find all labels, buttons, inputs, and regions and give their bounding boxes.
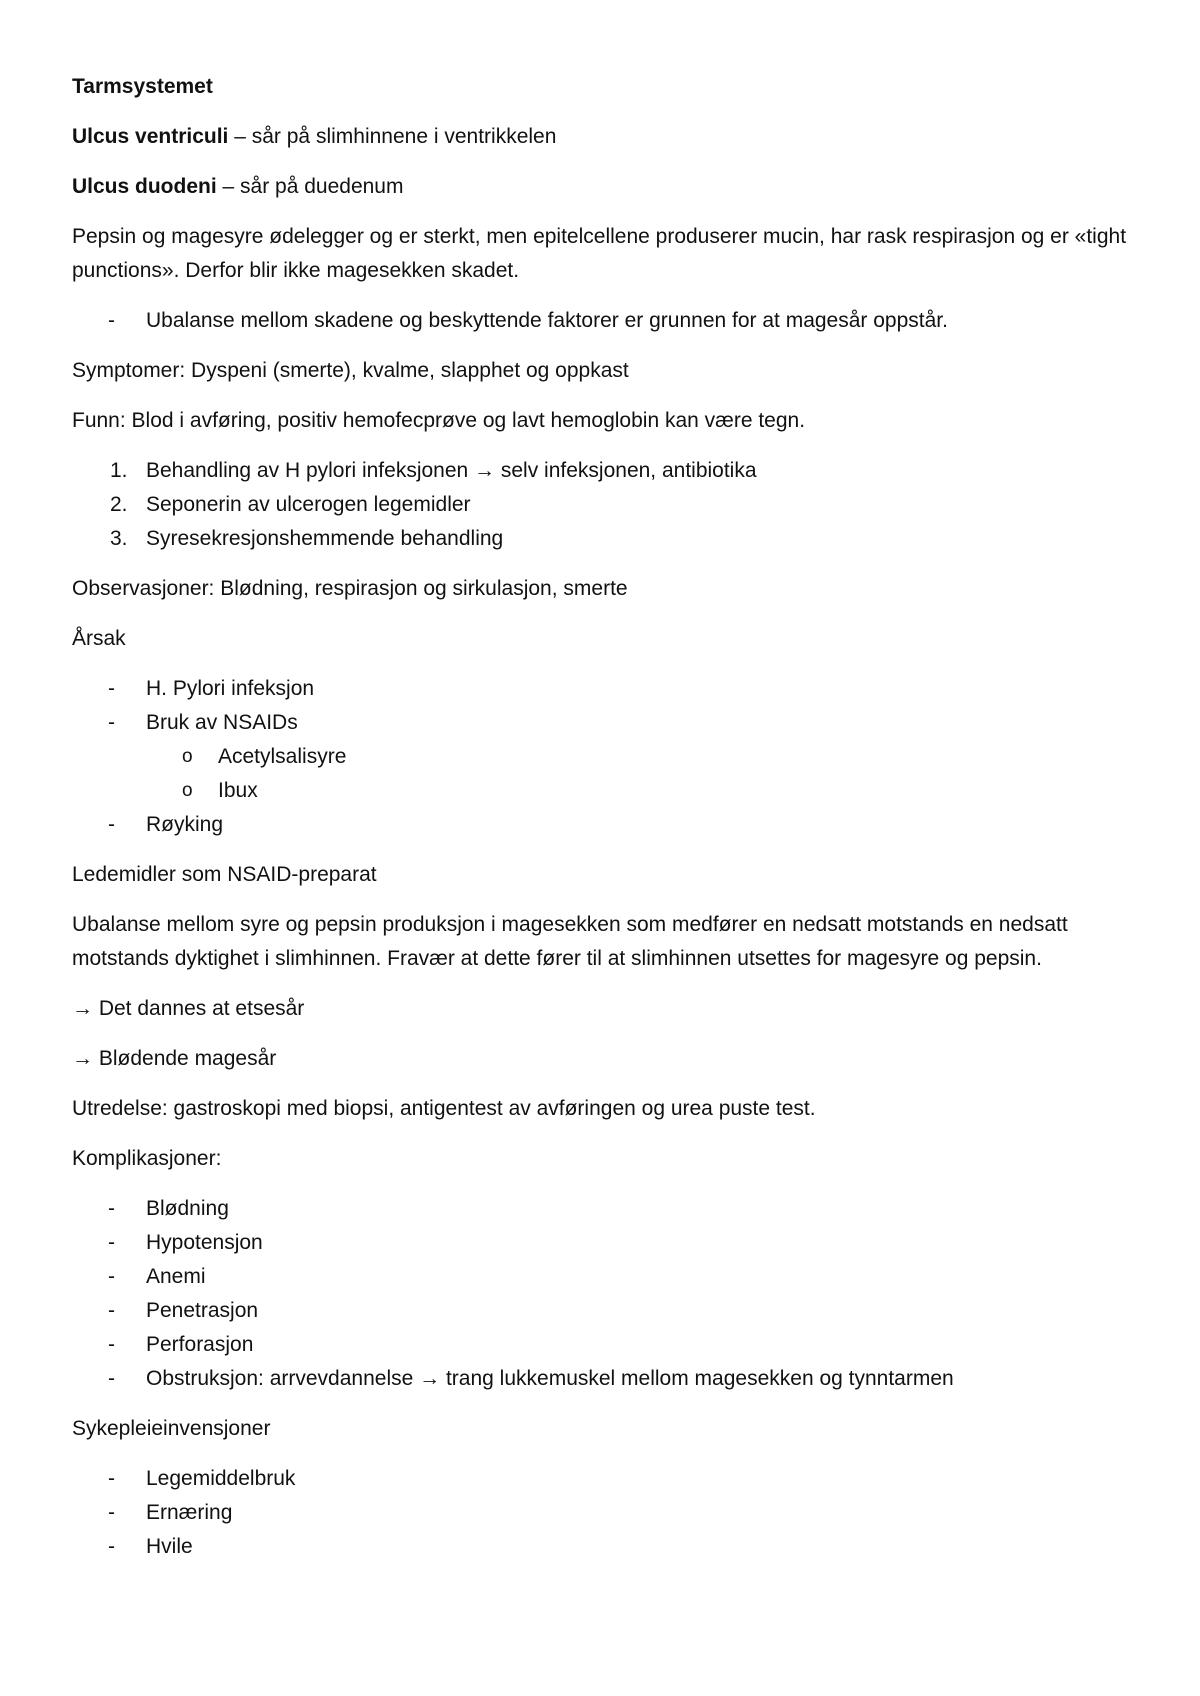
utredelse-line: Utredelse: gastroskopi med biopsi, antigentest av avføringen og urea puste test. xyxy=(72,1097,816,1120)
dash-marker: - xyxy=(108,1299,115,1322)
dash-marker: - xyxy=(108,1501,115,1524)
nsaid-sublist xyxy=(146,740,1132,808)
arsak-list xyxy=(72,672,1132,842)
funn-line: Funn: Blod i avføring, positiv hemofecprøve og lavt hemoglobin kan være tegn. xyxy=(72,409,806,432)
sublist-item: o Acetylsalisyre xyxy=(72,740,1132,774)
arrow-icon: → xyxy=(72,997,93,1020)
dash-marker: - xyxy=(108,711,115,734)
dash-marker: - xyxy=(108,1367,115,1390)
circle-bullet-marker: o xyxy=(182,780,193,801)
ulcus-duodeni-desc: – sår på duedenum xyxy=(216,175,404,198)
dash-marker: - xyxy=(108,1467,115,1490)
list-item: - Anemi xyxy=(72,1260,1132,1294)
komplikasjoner-list xyxy=(72,1192,1132,1396)
ulcus-duodeni-line xyxy=(72,170,1132,204)
sublist-item: o Ibux xyxy=(72,774,1132,808)
dash-marker: - xyxy=(108,813,115,836)
symptomer-line: Symptomer: Dyspeni (smerte), kvalme, slapphet og oppkast xyxy=(72,359,629,382)
list-item: - Ubalanse mellom skadene og beskyttende faktorer er grunnen for at magesår oppstår. xyxy=(72,304,1132,338)
ubalanse-paragraph: Ubalanse mellom syre og pepsin produksjon i magesekken som medfører en nedsatt motstands en nedsatt motstands dyktighet i slimhinnen. Fravær at dette fører til at slimhinnen utsettes for magesyre og pepsin. xyxy=(72,913,1068,970)
list-item: - Ernæring xyxy=(72,1496,1132,1530)
list-item: - Obstruksjon: arrvevdannelse → trang lukkemuskel mellom magesekken og tynntarmen xyxy=(72,1362,1132,1396)
arsak-heading: Årsak xyxy=(72,627,126,650)
behandling-list xyxy=(72,454,1132,556)
ledemidler-line: Ledemidler som NSAID-preparat xyxy=(72,863,377,886)
number-marker: 3. xyxy=(110,527,128,550)
dash-marker: - xyxy=(108,1535,115,1558)
document-page xyxy=(72,70,1132,1580)
ulcus-ventriculi-term: Ulcus ventriculi xyxy=(72,125,229,148)
list-item: - Penetrasjon xyxy=(72,1294,1132,1328)
number-marker: 2. xyxy=(110,493,128,516)
sykepleie-heading: Sykepleieinvensjoner xyxy=(72,1417,271,1440)
list-item: - Legemiddelbruk xyxy=(72,1462,1132,1496)
arrow-icon: → xyxy=(72,1047,93,1070)
list-item: 3. Syresekresjonshemmende behandling xyxy=(72,522,1132,556)
observasjoner-line: Observasjoner: Blødning, respirasjon og sirkulasjon, smerte xyxy=(72,577,628,600)
ulcus-duodeni-term: Ulcus duodeni xyxy=(72,175,217,198)
list-item: - Røyking xyxy=(72,808,1132,842)
arrow-icon: → xyxy=(474,459,496,482)
arrow-icon: → xyxy=(419,1367,441,1390)
komplikasjoner-heading: Komplikasjoner: xyxy=(72,1147,222,1170)
arrow-line-etsesar: → Det dannes at etsesår xyxy=(72,997,305,1020)
list-item: 2. Seponerin av ulcerogen legemidler xyxy=(72,488,1132,522)
list-item: 1. Behandling av H pylori infeksjonen → selv infeksjonen, antibiotika xyxy=(72,454,1132,488)
dash-marker: - xyxy=(108,677,115,700)
list-item: - Perforasjon xyxy=(72,1328,1132,1362)
dash-marker: - xyxy=(108,309,115,332)
dash-marker: - xyxy=(108,1197,115,1220)
dash-marker: - xyxy=(108,1333,115,1356)
dash-marker: - xyxy=(108,1265,115,1288)
list-item: - Hvile xyxy=(72,1530,1132,1564)
intro-list xyxy=(72,304,1132,338)
number-marker: 1. xyxy=(110,459,128,482)
ulcus-ventriculi-line xyxy=(72,120,1132,154)
sykepleie-list xyxy=(72,1462,1132,1564)
circle-bullet-marker: o xyxy=(182,746,193,767)
list-item: - Bruk av NSAIDs o Acetylsalisyre o Ibux xyxy=(72,706,1132,808)
list-item: - H. Pylori infeksjon xyxy=(72,672,1132,706)
list-item: - Blødning xyxy=(72,1192,1132,1226)
dash-marker: - xyxy=(108,1231,115,1254)
list-item: - Hypotensjon xyxy=(72,1226,1132,1260)
ulcus-ventriculi-desc: – sår på slimhinnene i ventrikkelen xyxy=(228,125,557,148)
intro-paragraph: Pepsin og magesyre ødelegger og er sterkt, men epitelcellene produserer mucin, har rask respirasjon og er «tight punctions». Derfor blir ikke magesekken skadet. xyxy=(72,225,1127,282)
document-title: Tarmsystemet xyxy=(72,75,213,98)
arrow-line-blodende: → Blødende magesår xyxy=(72,1047,277,1070)
